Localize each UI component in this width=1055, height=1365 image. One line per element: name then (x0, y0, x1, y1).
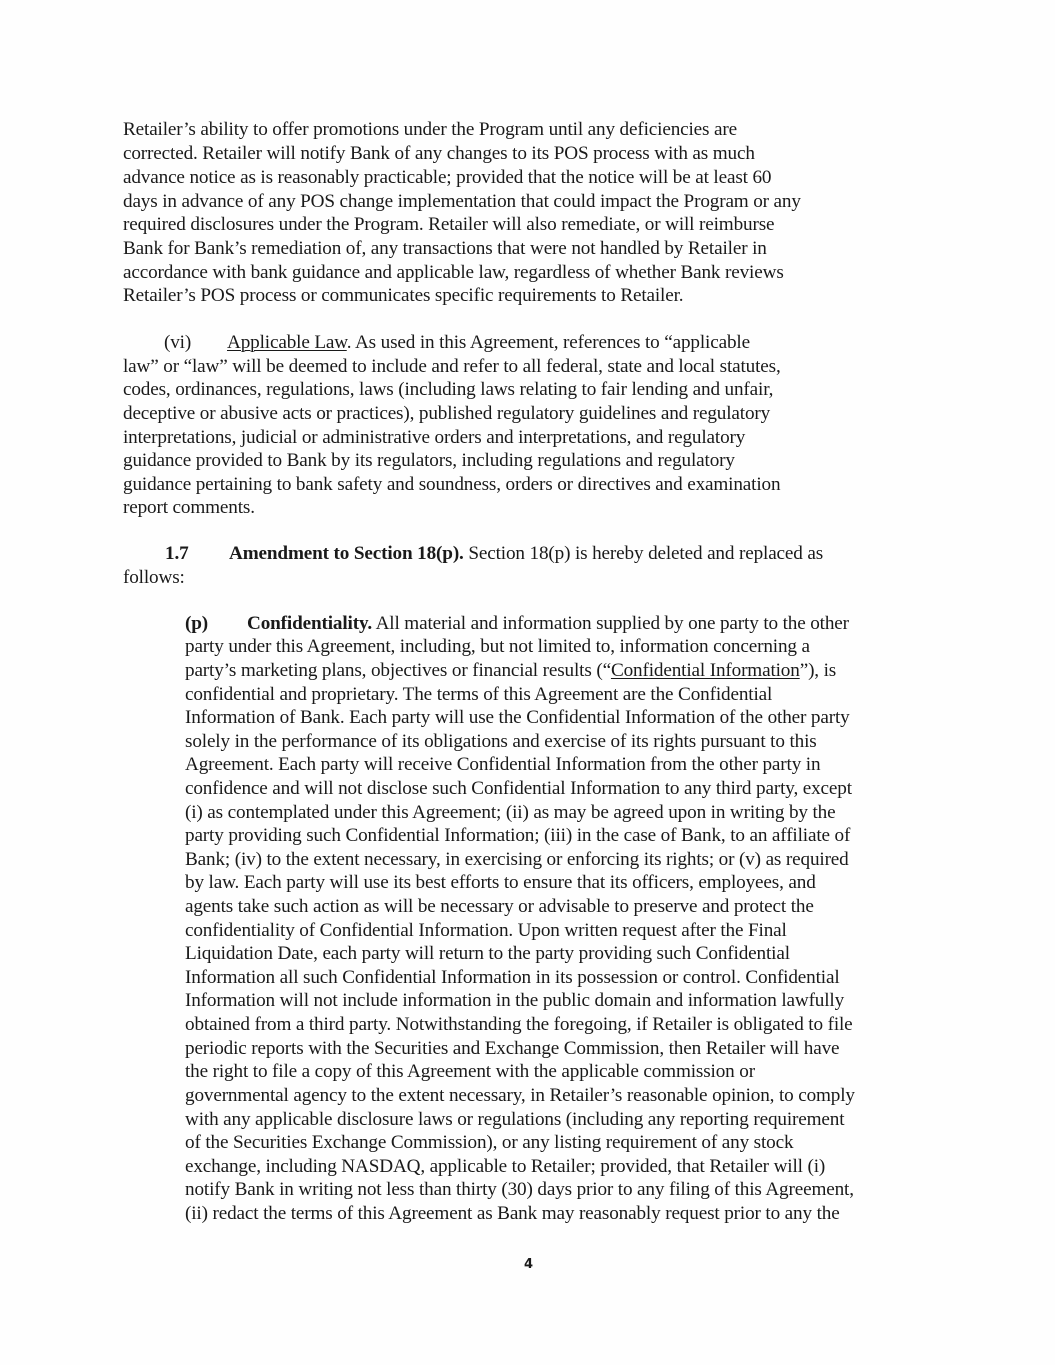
text-line: interpretations, judicial or administrative orders and interpretations, and regulatory (123, 427, 746, 448)
defined-term: Confidential Information (610, 660, 800, 681)
text-line: Information all such Confidential Information in its possession or control. Confidential (185, 967, 840, 988)
text-run: . As used in this Agreement, references to “applicable (346, 332, 750, 353)
text-line: notify Bank in writing not less than thirty (30) days prior to any filing of this Agreement, (185, 1179, 854, 1200)
text-line: guidance pertaining to bank safety and soundness, orders or directives and examination (123, 474, 781, 495)
text-line: of the Securities Exchange Commission), or any listing requirement of any stock (185, 1132, 794, 1153)
text-line: report comments. (123, 497, 255, 518)
text-line: Retailer’s POS process or communicates specific requirements to Retailer. (123, 285, 684, 306)
text-line: follows: (123, 567, 185, 588)
text-run: party’s marketing plans, objectives or financial results (“ (185, 660, 611, 681)
page-number: 4 (524, 1257, 534, 1272)
text-run: ”), is (799, 660, 837, 681)
text-line: Agreement. Each party will receive Confidential Information from the other party in (185, 754, 821, 775)
text-line: Bank for Bank’s remediation of, any transactions that were not handled by Retailer in (123, 238, 767, 259)
text-line: guidance provided to Bank by its regulators, including regulations and regulatory (123, 450, 735, 471)
text-line: corrected. Retailer will notify Bank of any changes to its POS process with as much (123, 143, 755, 164)
section-number: (vi) (164, 332, 192, 353)
text-line (185, 612, 849, 636)
section-heading: Applicable Law (227, 332, 347, 353)
text-line: codes, ordinances, regulations, laws (including laws relating to fair lending and unfair, (123, 379, 774, 400)
text-line: with any applicable disclosure laws or regulations (including any reporting requirement (185, 1109, 845, 1130)
text-line: advance notice as is reasonably practicable; provided that the notice will be at least 60 (123, 167, 772, 188)
text-line: confidentiality of Confidential Information. Upon written request after the Final (185, 920, 787, 941)
text-line: agents take such action as will be necessary or advisable to preserve and protect the (185, 896, 814, 917)
text-line: solely in the performance of its obligations and exercise of its rights pursuant to this (185, 731, 817, 752)
text-line: party providing such Confidential Information; (iii) in the case of Bank, to an affiliate of (185, 825, 851, 846)
text-line: required disclosures under the Program. Retailer will also remediate, or will reimburse (123, 214, 775, 235)
text-line: confidential and proprietary. The terms of this Agreement are the Confidential (185, 684, 773, 705)
text-line: Bank; (iv) to the extent necessary, in exercising or enforcing its rights; or (v) as required (185, 849, 849, 870)
text-line: Information will not include information in the public domain and information lawfully (185, 990, 845, 1011)
section-heading: Amendment to Section 18(p). (229, 543, 464, 564)
text-line (123, 542, 823, 566)
text-line: by law. Each party will use its best efforts to ensure that its officers, employees, and (185, 872, 816, 893)
text-line: law” or “law” will be deemed to include and refer to all federal, state and local statutes, (123, 356, 781, 377)
text-line (185, 659, 836, 683)
text-run: All material and information supplied by one party to the other (372, 613, 849, 634)
text-run: Section 18(p) is hereby deleted and replaced as (463, 543, 824, 564)
text-line: (i) as contemplated under this Agreement; (ii) as may be agreed upon in writing by the (185, 802, 836, 823)
text-line: accordance with bank guidance and applicable law, regardless of whether Bank reviews (123, 262, 784, 283)
text-line: obtained from a third party. Notwithstanding the foregoing, if Retailer is obligated to file (185, 1014, 853, 1035)
text-line: governmental agency to the extent necessary, in Retailer’s reasonable opinion, to comply (185, 1085, 855, 1106)
text-line: deceptive or abusive acts or practices), published regulatory guidelines and regulatory (123, 403, 771, 424)
section-heading: Confidentiality. (247, 613, 372, 634)
text-line: the right to file a copy of this Agreement with the applicable commission or (185, 1061, 755, 1082)
text-line: days in advance of any POS change implementation that could impact the Program or any (123, 191, 801, 212)
text-line: confidence and will not disclose such Confidential Information to any third party, except (185, 778, 852, 799)
text-line: (ii) redact the terms of this Agreement as Bank may reasonably request prior to any the (185, 1203, 840, 1224)
text-line: Liquidation Date, each party will return to the party providing such Confidential (185, 943, 790, 964)
text-line: exchange, including NASDAQ, applicable to Retailer; provided, that Retailer will (i) (185, 1156, 826, 1177)
text-line: party under this Agreement, including, but not limited to, information concerning a (185, 636, 810, 657)
section-number: 1.7 (165, 543, 189, 564)
text-line (123, 331, 750, 355)
section-number: (p) (185, 613, 209, 634)
text-line: periodic reports with the Securities and Exchange Commission, then Retailer will have (185, 1038, 840, 1059)
text-line: Information of Bank. Each party will use the Confidential Information of the other party (185, 707, 850, 728)
text-line: Retailer’s ability to offer promotions under the Program until any deficiencies are (123, 119, 737, 140)
